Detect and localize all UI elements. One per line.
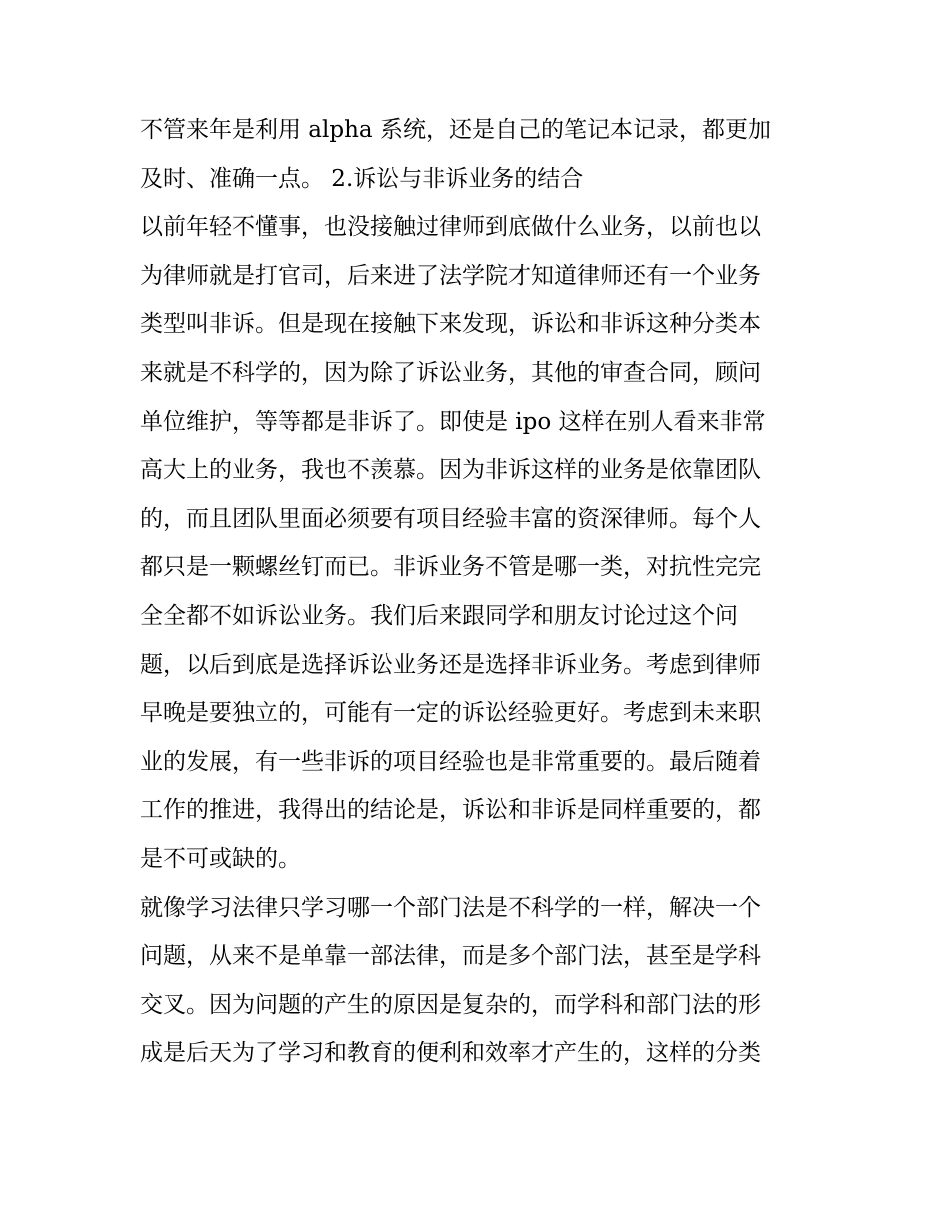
text-line: 早晚是要独立的，可能有一定的诉讼经验更好。考虑到未来职 (140, 700, 761, 727)
document-body (140, 106, 820, 1078)
text-line: 就像学习法律只学习哪一个部门法是不科学的一样，解决一个 (140, 894, 761, 921)
text-line: 单位维护，等等都是非诉了。即使是 ipo 这样在别人看来非常 (140, 408, 766, 435)
text-line: 的，而且团队里面必须要有项目经验丰富的资深律师。每个人 (140, 505, 761, 532)
text-line: 全全都不如诉讼业务。我们后来跟同学和朋友讨论过这个问 (140, 602, 738, 629)
text-line: 以前年轻不懂事，也没接触过律师到底做什么业务，以前也以 (140, 214, 761, 241)
text-line: 及时、准确一点。 2.诉讼与非诉业务的结合 (140, 165, 584, 192)
text-line: 工作的推进，我得出的结论是，诉讼和非诉是同样重要的，都 (140, 797, 761, 824)
text-line: 不管来年是利用 alpha 系统，还是自己的笔记本记录，都更加 (140, 117, 771, 143)
text-line: 业的发展，有一些非诉的项目经验也是非常重要的。最后随着 (140, 748, 761, 775)
text-line: 类型叫非诉。但是现在接触下来发现，诉讼和非诉这种分类本 (140, 311, 761, 338)
text-line: 问题，从来不是单靠一部法律，而是多个部门法，甚至是学科 (140, 943, 761, 970)
text-line: 为律师就是打官司，后来进了法学院才知道律师还有一个业务 (140, 262, 761, 289)
text-line: 都只是一颗螺丝钉而已。非诉业务不管是哪一类，对抗性完完 (140, 554, 761, 581)
text-line: 成是后天为了学习和教育的便利和效率才产生的，这样的分类 (140, 1040, 761, 1067)
text-line: 来就是不科学的，因为除了诉讼业务，其他的审查合同，顾问 (140, 359, 761, 386)
text-line: 题，以后到底是选择诉讼业务还是选择非诉业务。考虑到律师 (140, 651, 761, 678)
text-line: 高大上的业务，我也不羡慕。因为非诉这样的业务是依靠团队 (140, 457, 761, 484)
text-line: 是不可或缺的。 (140, 845, 301, 872)
text-line: 交叉。因为问题的产生的原因是复杂的，而学科和部门法的形 (140, 991, 761, 1018)
